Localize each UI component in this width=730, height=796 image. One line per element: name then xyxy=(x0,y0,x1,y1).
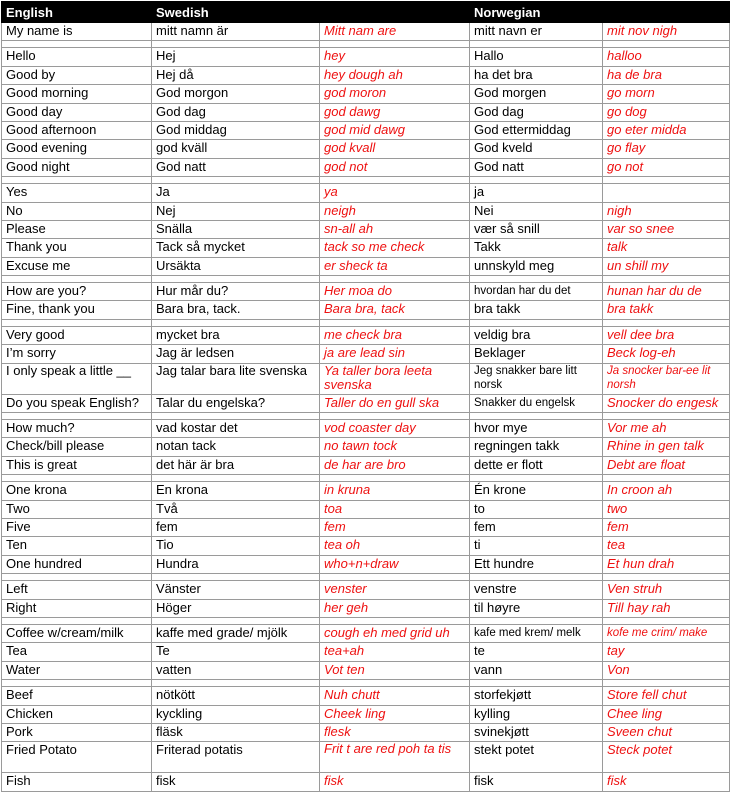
separator-cell xyxy=(2,41,152,48)
norwegian-cell: Hallo xyxy=(470,48,603,66)
separator-cell xyxy=(470,276,603,283)
english-cell: Thank you xyxy=(2,239,152,257)
norwegian-cell: kafe med krem/ melk xyxy=(470,624,603,642)
separator-cell xyxy=(2,680,152,687)
norwegian-pronunciation-cell: Chee ling xyxy=(603,705,730,723)
separator-cell xyxy=(603,319,730,326)
english-cell: My name is xyxy=(2,23,152,41)
norwegian-pronunciation-cell: go flay xyxy=(603,140,730,158)
separator-cell xyxy=(152,41,320,48)
swedish-cell: Ja xyxy=(152,184,320,202)
swedish-cell: Jag talar bara lite svenska xyxy=(152,363,320,394)
table-row xyxy=(2,456,730,474)
english-cell: Coffee w/cream/milk xyxy=(2,624,152,642)
norwegian-cell: kylling xyxy=(470,705,603,723)
swedish-pronunciation-cell: venster xyxy=(320,581,470,599)
swedish-pronunciation-cell: god moron xyxy=(320,85,470,103)
header-swedish: Swedish xyxy=(152,2,320,23)
english-cell: Fish xyxy=(2,773,152,791)
table-row xyxy=(2,103,730,121)
separator-cell xyxy=(320,680,470,687)
swedish-cell: Hej då xyxy=(152,66,320,84)
english-cell: How are you? xyxy=(2,283,152,301)
norwegian-cell: God ettermiddag xyxy=(470,121,603,139)
separator-cell xyxy=(470,617,603,624)
row-separator xyxy=(2,413,730,420)
swedish-cell: Friterad potatis xyxy=(152,742,320,773)
swedish-cell: nötkött xyxy=(152,687,320,705)
swedish-pronunciation-cell: Mitt nam are xyxy=(320,23,470,41)
swedish-pronunciation-cell: no tawn tock xyxy=(320,438,470,456)
norwegian-cell: dette er flott xyxy=(470,456,603,474)
table-row xyxy=(2,555,730,573)
separator-cell xyxy=(320,41,470,48)
separator-cell xyxy=(603,276,730,283)
english-cell: Good by xyxy=(2,66,152,84)
header-row xyxy=(2,2,730,23)
phrase-table xyxy=(1,1,730,792)
english-cell: Very good xyxy=(2,326,152,344)
separator-cell xyxy=(2,475,152,482)
english-cell: Good evening xyxy=(2,140,152,158)
swedish-pronunciation-cell: Ya taller bora leeta svenska xyxy=(320,363,470,394)
english-cell: How much? xyxy=(2,420,152,438)
table-row xyxy=(2,438,730,456)
swedish-cell: vatten xyxy=(152,661,320,679)
separator-cell xyxy=(470,41,603,48)
swedish-cell: vad kostar det xyxy=(152,420,320,438)
norwegian-cell: vær så snill xyxy=(470,220,603,238)
separator-cell xyxy=(320,475,470,482)
norwegian-cell: God kveld xyxy=(470,140,603,158)
table-row xyxy=(2,140,730,158)
swedish-cell: God dag xyxy=(152,103,320,121)
english-cell: Hello xyxy=(2,48,152,66)
separator-cell xyxy=(470,680,603,687)
swedish-cell: Hur mår du? xyxy=(152,283,320,301)
norwegian-pronunciation-cell: nigh xyxy=(603,202,730,220)
separator-cell xyxy=(2,177,152,184)
table-row xyxy=(2,500,730,518)
swedish-cell: mitt namn är xyxy=(152,23,320,41)
norwegian-pronunciation-cell: Debt are float xyxy=(603,456,730,474)
norwegian-cell: mitt navn er xyxy=(470,23,603,41)
english-cell: One krona xyxy=(2,482,152,500)
norwegian-cell: God dag xyxy=(470,103,603,121)
norwegian-pronunciation-cell: var so snee xyxy=(603,220,730,238)
swedish-cell: Vänster xyxy=(152,581,320,599)
norwegian-pronunciation-cell: Steck potet xyxy=(603,742,730,773)
norwegian-cell: Nei xyxy=(470,202,603,220)
swedish-pronunciation-cell: god mid dawg xyxy=(320,121,470,139)
swedish-cell: Nej xyxy=(152,202,320,220)
swedish-pronunciation-cell: Her moa do xyxy=(320,283,470,301)
swedish-pronunciation-cell: Bara bra, tack xyxy=(320,301,470,319)
separator-cell xyxy=(603,574,730,581)
separator-cell xyxy=(320,276,470,283)
swedish-pronunciation-cell: ya xyxy=(320,184,470,202)
english-cell: Good morning xyxy=(2,85,152,103)
norwegian-cell: Ett hundre xyxy=(470,555,603,573)
separator-cell xyxy=(152,475,320,482)
norwegian-pronunciation-cell: go eter midda xyxy=(603,121,730,139)
norwegian-pronunciation-cell: Ven struh xyxy=(603,581,730,599)
swedish-pronunciation-cell: her geh xyxy=(320,599,470,617)
swedish-cell: god kväll xyxy=(152,140,320,158)
table-row xyxy=(2,184,730,202)
separator-cell xyxy=(2,617,152,624)
swedish-cell: Snälla xyxy=(152,220,320,238)
norwegian-pronunciation-cell: fem xyxy=(603,518,730,536)
norwegian-pronunciation-cell: tay xyxy=(603,643,730,661)
separator-cell xyxy=(320,617,470,624)
swedish-pronunciation-cell: hey dough ah xyxy=(320,66,470,84)
english-cell: Good afternoon xyxy=(2,121,152,139)
norwegian-cell: unnskyld meg xyxy=(470,257,603,275)
swedish-cell: mycket bra xyxy=(152,326,320,344)
row-separator xyxy=(2,177,730,184)
norwegian-cell: Snakker du engelsk xyxy=(470,394,603,412)
swedish-pronunciation-cell: de har are bro xyxy=(320,456,470,474)
swedish-cell: Hej xyxy=(152,48,320,66)
swedish-cell: Jag är ledsen xyxy=(152,345,320,363)
swedish-pronunciation-cell: me check bra xyxy=(320,326,470,344)
norwegian-pronunciation-cell: Vor me ah xyxy=(603,420,730,438)
row-separator xyxy=(2,617,730,624)
swedish-pronunciation-cell: Frit t are red poh ta tis xyxy=(320,742,470,773)
table-row xyxy=(2,773,730,791)
table-row xyxy=(2,624,730,642)
table-row xyxy=(2,345,730,363)
separator-cell xyxy=(470,475,603,482)
separator-cell xyxy=(152,413,320,420)
swedish-pronunciation-cell: tea+ah xyxy=(320,643,470,661)
norwegian-cell: veldig bra xyxy=(470,326,603,344)
swedish-pronunciation-cell: in kruna xyxy=(320,482,470,500)
swedish-pronunciation-cell: Cheek ling xyxy=(320,705,470,723)
separator-cell xyxy=(603,680,730,687)
swedish-pronunciation-cell: hey xyxy=(320,48,470,66)
swedish-cell: kaffe med grade/ mjölk xyxy=(152,624,320,642)
table-row xyxy=(2,326,730,344)
separator-cell xyxy=(603,177,730,184)
swedish-cell: kyckling xyxy=(152,705,320,723)
separator-cell xyxy=(152,276,320,283)
english-cell: This is great xyxy=(2,456,152,474)
swedish-pronunciation-cell: god kvall xyxy=(320,140,470,158)
table-row xyxy=(2,158,730,176)
norwegian-pronunciation-cell: mit nov nigh xyxy=(603,23,730,41)
norwegian-cell: hvor mye xyxy=(470,420,603,438)
separator-cell xyxy=(152,680,320,687)
norwegian-pronunciation-cell: Von xyxy=(603,661,730,679)
header-swedish-pronunciation xyxy=(320,2,470,23)
separator-cell xyxy=(320,177,470,184)
separator-cell xyxy=(320,574,470,581)
table-row xyxy=(2,66,730,84)
swedish-pronunciation-cell: god not xyxy=(320,158,470,176)
english-cell: Check/bill please xyxy=(2,438,152,456)
swedish-pronunciation-cell: tack so me check xyxy=(320,239,470,257)
english-cell: Do you speak English? xyxy=(2,394,152,412)
swedish-cell: Talar du engelska? xyxy=(152,394,320,412)
swedish-cell: God morgon xyxy=(152,85,320,103)
norwegian-pronunciation-cell: halloo xyxy=(603,48,730,66)
separator-cell xyxy=(603,413,730,420)
norwegian-cell: svinekjøtt xyxy=(470,723,603,741)
table-row xyxy=(2,121,730,139)
table-row xyxy=(2,257,730,275)
norwegian-cell: vann xyxy=(470,661,603,679)
english-cell: Beef xyxy=(2,687,152,705)
norwegian-cell: til høyre xyxy=(470,599,603,617)
norwegian-cell: hvordan har du det xyxy=(470,283,603,301)
separator-cell xyxy=(2,276,152,283)
norwegian-cell: to xyxy=(470,500,603,518)
swedish-cell: Tio xyxy=(152,537,320,555)
header-norwegian: Norwegian xyxy=(470,2,603,23)
table-row xyxy=(2,581,730,599)
english-cell: Pork xyxy=(2,723,152,741)
separator-cell xyxy=(470,574,603,581)
swedish-cell: fisk xyxy=(152,773,320,791)
norwegian-pronunciation-cell: talk xyxy=(603,239,730,257)
norwegian-cell: Jeg snakker bare litt norsk xyxy=(470,363,603,394)
norwegian-pronunciation-cell: go morn xyxy=(603,85,730,103)
separator-cell xyxy=(152,177,320,184)
english-cell: Please xyxy=(2,220,152,238)
english-cell: Water xyxy=(2,661,152,679)
norwegian-pronunciation-cell: Ja snocker bar-ee lit norsh xyxy=(603,363,730,394)
norwegian-pronunciation-cell: Snocker do engesk xyxy=(603,394,730,412)
table-row xyxy=(2,420,730,438)
swedish-pronunciation-cell: fem xyxy=(320,518,470,536)
row-separator xyxy=(2,41,730,48)
english-cell: Tea xyxy=(2,643,152,661)
separator-cell xyxy=(2,574,152,581)
row-separator xyxy=(2,319,730,326)
swedish-cell: notan tack xyxy=(152,438,320,456)
norwegian-pronunciation-cell: Till hay rah xyxy=(603,599,730,617)
norwegian-cell: te xyxy=(470,643,603,661)
table-row xyxy=(2,220,730,238)
swedish-pronunciation-cell: who+n+draw xyxy=(320,555,470,573)
norwegian-cell: Takk xyxy=(470,239,603,257)
norwegian-pronunciation-cell: Store fell chut xyxy=(603,687,730,705)
swedish-cell: fläsk xyxy=(152,723,320,741)
table-row xyxy=(2,723,730,741)
swedish-cell: God middag xyxy=(152,121,320,139)
norwegian-pronunciation-cell: tea xyxy=(603,537,730,555)
norwegian-pronunciation-cell: bra takk xyxy=(603,301,730,319)
separator-cell xyxy=(152,319,320,326)
norwegian-pronunciation-cell: Et hun drah xyxy=(603,555,730,573)
norwegian-cell: ti xyxy=(470,537,603,555)
norwegian-pronunciation-cell: un shill my xyxy=(603,257,730,275)
norwegian-cell: God natt xyxy=(470,158,603,176)
norwegian-cell: regningen takk xyxy=(470,438,603,456)
english-cell: Right xyxy=(2,599,152,617)
norwegian-pronunciation-cell: go not xyxy=(603,158,730,176)
norwegian-pronunciation-cell: hunan har du de xyxy=(603,283,730,301)
swedish-pronunciation-cell: Vot ten xyxy=(320,661,470,679)
english-cell: Two xyxy=(2,500,152,518)
header-norwegian-pronunciation xyxy=(603,2,730,23)
swedish-pronunciation-cell: sn-all ah xyxy=(320,220,470,238)
table-row xyxy=(2,687,730,705)
swedish-pronunciation-cell: Taller do en gull ska xyxy=(320,394,470,412)
norwegian-pronunciation-cell: Rhine in gen talk xyxy=(603,438,730,456)
table-row xyxy=(2,705,730,723)
english-cell: I only speak a little __ xyxy=(2,363,152,394)
swedish-cell: Bara bra, tack. xyxy=(152,301,320,319)
separator-cell xyxy=(320,319,470,326)
separator-cell xyxy=(2,413,152,420)
table-row xyxy=(2,85,730,103)
norwegian-pronunciation-cell: Sveen chut xyxy=(603,723,730,741)
separator-cell xyxy=(2,319,152,326)
swedish-pronunciation-cell: cough eh med grid uh xyxy=(320,624,470,642)
swedish-pronunciation-cell: tea oh xyxy=(320,537,470,555)
norwegian-cell: Beklager xyxy=(470,345,603,363)
swedish-pronunciation-cell: Nuh chutt xyxy=(320,687,470,705)
english-cell: Good night xyxy=(2,158,152,176)
norwegian-pronunciation-cell: kofe me crim/ make xyxy=(603,624,730,642)
swedish-cell: Te xyxy=(152,643,320,661)
swedish-cell: Höger xyxy=(152,599,320,617)
row-separator xyxy=(2,680,730,687)
english-cell: Ten xyxy=(2,537,152,555)
row-separator xyxy=(2,574,730,581)
swedish-pronunciation-cell: fisk xyxy=(320,773,470,791)
swedish-pronunciation-cell: neigh xyxy=(320,202,470,220)
swedish-cell: Tack så mycket xyxy=(152,239,320,257)
separator-cell xyxy=(603,41,730,48)
separator-cell xyxy=(152,574,320,581)
norwegian-cell: God morgen xyxy=(470,85,603,103)
header-english: English xyxy=(2,2,152,23)
swedish-pronunciation-cell: ja are lead sin xyxy=(320,345,470,363)
norwegian-cell: fisk xyxy=(470,773,603,791)
table-row xyxy=(2,482,730,500)
english-cell: Left xyxy=(2,581,152,599)
swedish-pronunciation-cell: toa xyxy=(320,500,470,518)
english-cell: Excuse me xyxy=(2,257,152,275)
separator-cell xyxy=(603,617,730,624)
separator-cell xyxy=(152,617,320,624)
swedish-cell: Ursäkta xyxy=(152,257,320,275)
swedish-pronunciation-cell: flesk xyxy=(320,723,470,741)
norwegian-cell: bra takk xyxy=(470,301,603,319)
table-row xyxy=(2,23,730,41)
swedish-cell: det här är bra xyxy=(152,456,320,474)
table-row xyxy=(2,48,730,66)
english-cell: I’m sorry xyxy=(2,345,152,363)
table-row xyxy=(2,394,730,412)
english-cell: One hundred xyxy=(2,555,152,573)
english-cell: Five xyxy=(2,518,152,536)
swedish-cell: God natt xyxy=(152,158,320,176)
norwegian-pronunciation-cell: two xyxy=(603,500,730,518)
table-row xyxy=(2,239,730,257)
english-cell: Chicken xyxy=(2,705,152,723)
norwegian-pronunciation-cell xyxy=(603,184,730,202)
norwegian-cell: storfekjøtt xyxy=(470,687,603,705)
norwegian-pronunciation-cell: vell dee bra xyxy=(603,326,730,344)
table-row xyxy=(2,537,730,555)
english-cell: Yes xyxy=(2,184,152,202)
norwegian-cell: ja xyxy=(470,184,603,202)
table-row xyxy=(2,599,730,617)
english-cell: Fried Potato xyxy=(2,742,152,773)
table-row xyxy=(2,283,730,301)
swedish-cell: Två xyxy=(152,500,320,518)
swedish-cell: Hundra xyxy=(152,555,320,573)
swedish-pronunciation-cell: god dawg xyxy=(320,103,470,121)
swedish-cell: En krona xyxy=(152,482,320,500)
table-row xyxy=(2,202,730,220)
separator-cell xyxy=(603,475,730,482)
swedish-pronunciation-cell: vod coaster day xyxy=(320,420,470,438)
english-cell: Fine, thank you xyxy=(2,301,152,319)
table-row xyxy=(2,518,730,536)
row-separator xyxy=(2,475,730,482)
norwegian-pronunciation-cell: go dog xyxy=(603,103,730,121)
english-cell: No xyxy=(2,202,152,220)
table-row xyxy=(2,363,730,394)
table-row xyxy=(2,643,730,661)
norwegian-cell: Én krone xyxy=(470,482,603,500)
norwegian-cell: ha det bra xyxy=(470,66,603,84)
row-separator xyxy=(2,276,730,283)
separator-cell xyxy=(470,177,603,184)
table-row xyxy=(2,661,730,679)
norwegian-pronunciation-cell: ha de bra xyxy=(603,66,730,84)
norwegian-pronunciation-cell: In croon ah xyxy=(603,482,730,500)
swedish-cell: fem xyxy=(152,518,320,536)
norwegian-pronunciation-cell: Beck log-eh xyxy=(603,345,730,363)
norwegian-cell: venstre xyxy=(470,581,603,599)
table-row xyxy=(2,742,730,773)
norwegian-cell: stekt potet xyxy=(470,742,603,773)
table-row xyxy=(2,301,730,319)
english-cell: Good day xyxy=(2,103,152,121)
separator-cell xyxy=(320,413,470,420)
norwegian-cell: fem xyxy=(470,518,603,536)
swedish-pronunciation-cell: er sheck ta xyxy=(320,257,470,275)
norwegian-pronunciation-cell: fisk xyxy=(603,773,730,791)
separator-cell xyxy=(470,319,603,326)
separator-cell xyxy=(470,413,603,420)
